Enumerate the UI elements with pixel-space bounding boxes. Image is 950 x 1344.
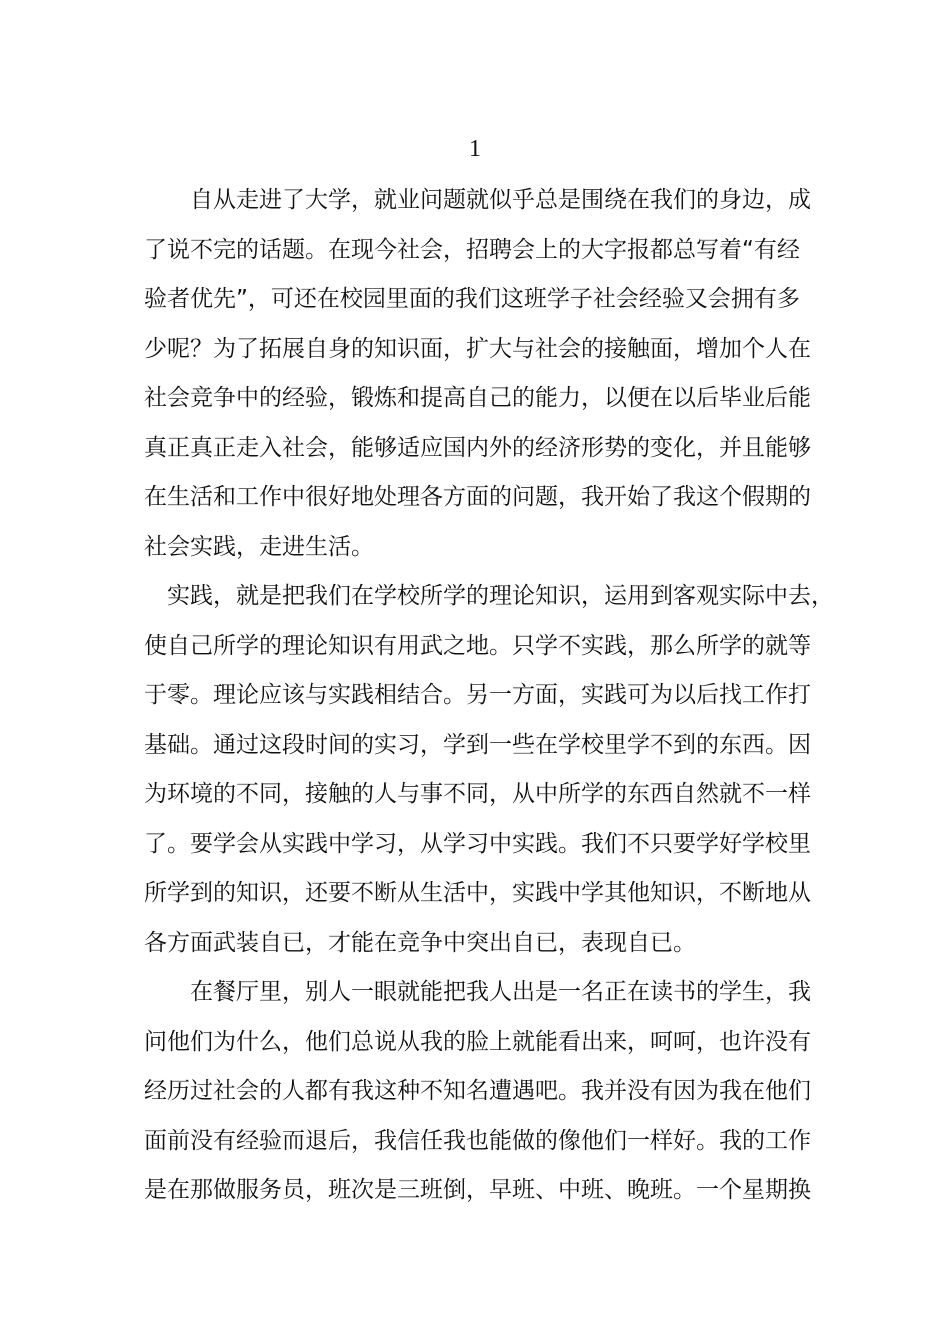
text-line: 在餐厅里，别人一眼就能把我人出是一名正在读书的学生，我: [190, 979, 811, 1005]
text-line: 面前没有经验而退后，我信任我也能做的像他们一样好。我的工作: [144, 1127, 811, 1154]
text-line: 社会实践，走进生活。: [144, 533, 374, 560]
text-line: 为环境的不同，接触的人与事不同，从中所学的东西自然就不一样: [144, 781, 811, 807]
text-line: 实践，就是把我们在学校所学的理论知识，运用到客观实际中去，: [167, 583, 834, 609]
paragraph: [144, 572, 834, 968]
text-line: 所学到的知识，还要不断从生活中，实践中学其他知识，不断地从: [144, 880, 811, 906]
text-line: 基础。通过这段时间的实习，学到一些在学校里学不到的东西。因: [144, 731, 811, 758]
text-line: 问他们为什么，他们总说从我的脸上就能看出来，呵呵，也许没有: [144, 1028, 811, 1055]
text-line: 验者优先”，可还在校园里面的我们这班学子社会经验又会拥有多: [144, 286, 800, 312]
text-line: 少呢？为了拓展自身的知识面，扩大与社会的接触面，增加个人在: [144, 335, 811, 362]
text-line: 在生活和工作中很好地处理各方面的问题，我开始了我这个假期的: [144, 484, 811, 510]
page-number: 1: [469, 136, 481, 162]
paragraph: [144, 968, 811, 1216]
document-body: [144, 176, 834, 1216]
text-line: 经历过社会的人都有我这种不知名遭遇吧。我并没有因为我在他们: [144, 1078, 811, 1104]
text-line: 了说不完的话题。在现今社会，招聘会上的大字报都总写着“有经: [144, 236, 800, 263]
text-line: 于零。理论应该与实践相结合。另一方面，实践可为以后找工作打: [144, 682, 811, 708]
text-line: 了。要学会从实践中学习，从学习中实践。我们不只要学好学校里: [144, 830, 811, 857]
text-line: 各方面武装自已，才能在竞争中突出自已，表现自已。: [144, 929, 696, 956]
text-line: 自从走进了大学，就业问题就似乎总是围绕在我们的身边，成: [190, 187, 811, 213]
text-line: 使自己所学的理论知识有用武之地。只学不实践，那么所学的就等: [144, 632, 811, 659]
text-line: 社会竞争中的经验，锻炼和提高自己的能力，以便在以后毕业后能: [144, 385, 811, 411]
paragraph: [144, 176, 811, 572]
text-line: 真正真正走入社会，能够适应国内外的经济形势的变化，并且能够: [144, 434, 811, 461]
text-line: 是在那做服务员，班次是三班倒，早班、中班、晚班。一个星期换: [144, 1177, 811, 1203]
